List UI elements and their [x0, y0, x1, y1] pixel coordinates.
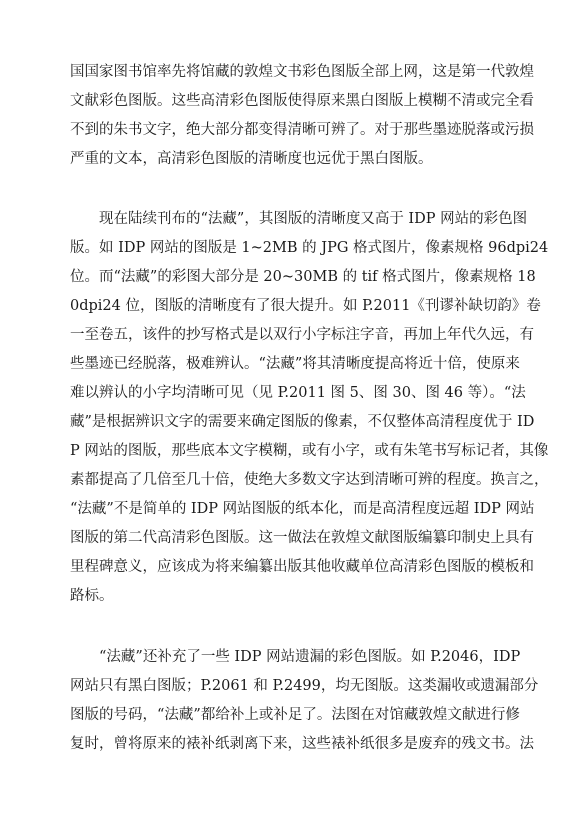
text-line: P 网站的图版，那些底本文字模糊，或有小字，或有朱笔书写标记者，其像 [70, 443, 549, 459]
text-line: 路标。 [70, 588, 114, 604]
text-line: 网站只有黑白图版；P.2061 和 P.2499，均无图版。这类漏收或遗漏部分 [70, 678, 539, 694]
paragraph-1 [70, 58, 534, 174]
text-line: 不到的朱书文字，绝大部分都变得清晰可辨了。对于那些墨迹脱落或污损 [70, 122, 534, 138]
text-line: 国国家图书馆率先将馆藏的敦煌文书彩色图版全部上网，这是第一代敦煌 [70, 64, 534, 80]
text-line: “法藏”还补充了一些 IDP 网站遗漏的彩色图版。如 P.2046，IDP [70, 649, 521, 665]
text-line: 一至卷五，该件的抄写格式是以双行小字标注字音，再加上年代久远，有 [70, 327, 534, 343]
text-line: 里程碑意义，应该成为将来编纂出版其他收藏单位高清彩色图版的模板和 [70, 559, 534, 575]
text-line: 现在陆续刊布的“法藏”，其图版的清晰度又高于 IDP 网站的彩色图 [70, 211, 528, 227]
text-line: 版。如 IDP 网站的图版是 1~2MB 的 JPG 格式图片，像素规格 96dpi24 [70, 240, 549, 256]
text-line: 0dpi24 位，图版的清晰度有了很大提升。如 P.2011《刊谬补缺切韵》卷 [70, 298, 541, 314]
text-line: 复时，曾将原来的裱补纸剥离下来，这些裱补纸很多是废弃的残文书。法 [70, 736, 534, 752]
text-line: “法藏”不是简单的 IDP 网站图版的纸本化，而是高清程度远超 IDP 网站 [70, 501, 535, 517]
text-line: 素都提高了几倍至几十倍，使绝大多数文字达到清晰可辨的程度。换言之， [70, 472, 549, 488]
paragraph-2 [70, 205, 549, 611]
text-line: 位。而“法藏”的彩图大部分是 20~30MB 的 tif 格式图片，像素规格 18 [70, 269, 536, 285]
text-line: 藏”是根据辨识文字的需要来确定图版的像素，不仅整体高清程度优于 ID [70, 414, 535, 430]
text-line: 图版的第二代高清彩色图版。这一做法在敦煌文献图版编纂印制史上具有 [70, 530, 534, 546]
text-line: 文献彩色图版。这些高清彩色图版使得原来黑白图版上模糊不清或完全看 [70, 93, 534, 109]
text-line: 严重的文本，高清彩色图版的清晰度也远优于黑白图版。 [70, 151, 433, 167]
text-line: 难以辨认的小字均清晰可见（见 P.2011 图 5、图 30、图 46 等）。“法 [70, 385, 526, 401]
text-line: 些墨迹已经脱落，极难辨认。“法藏”将其清晰度提高将近十倍，使原来 [70, 356, 520, 372]
paragraph-3 [70, 643, 539, 759]
text-line: 图版的号码，“法藏”都给补上或补足了。法图在对馆藏敦煌文献进行修 [70, 707, 520, 723]
